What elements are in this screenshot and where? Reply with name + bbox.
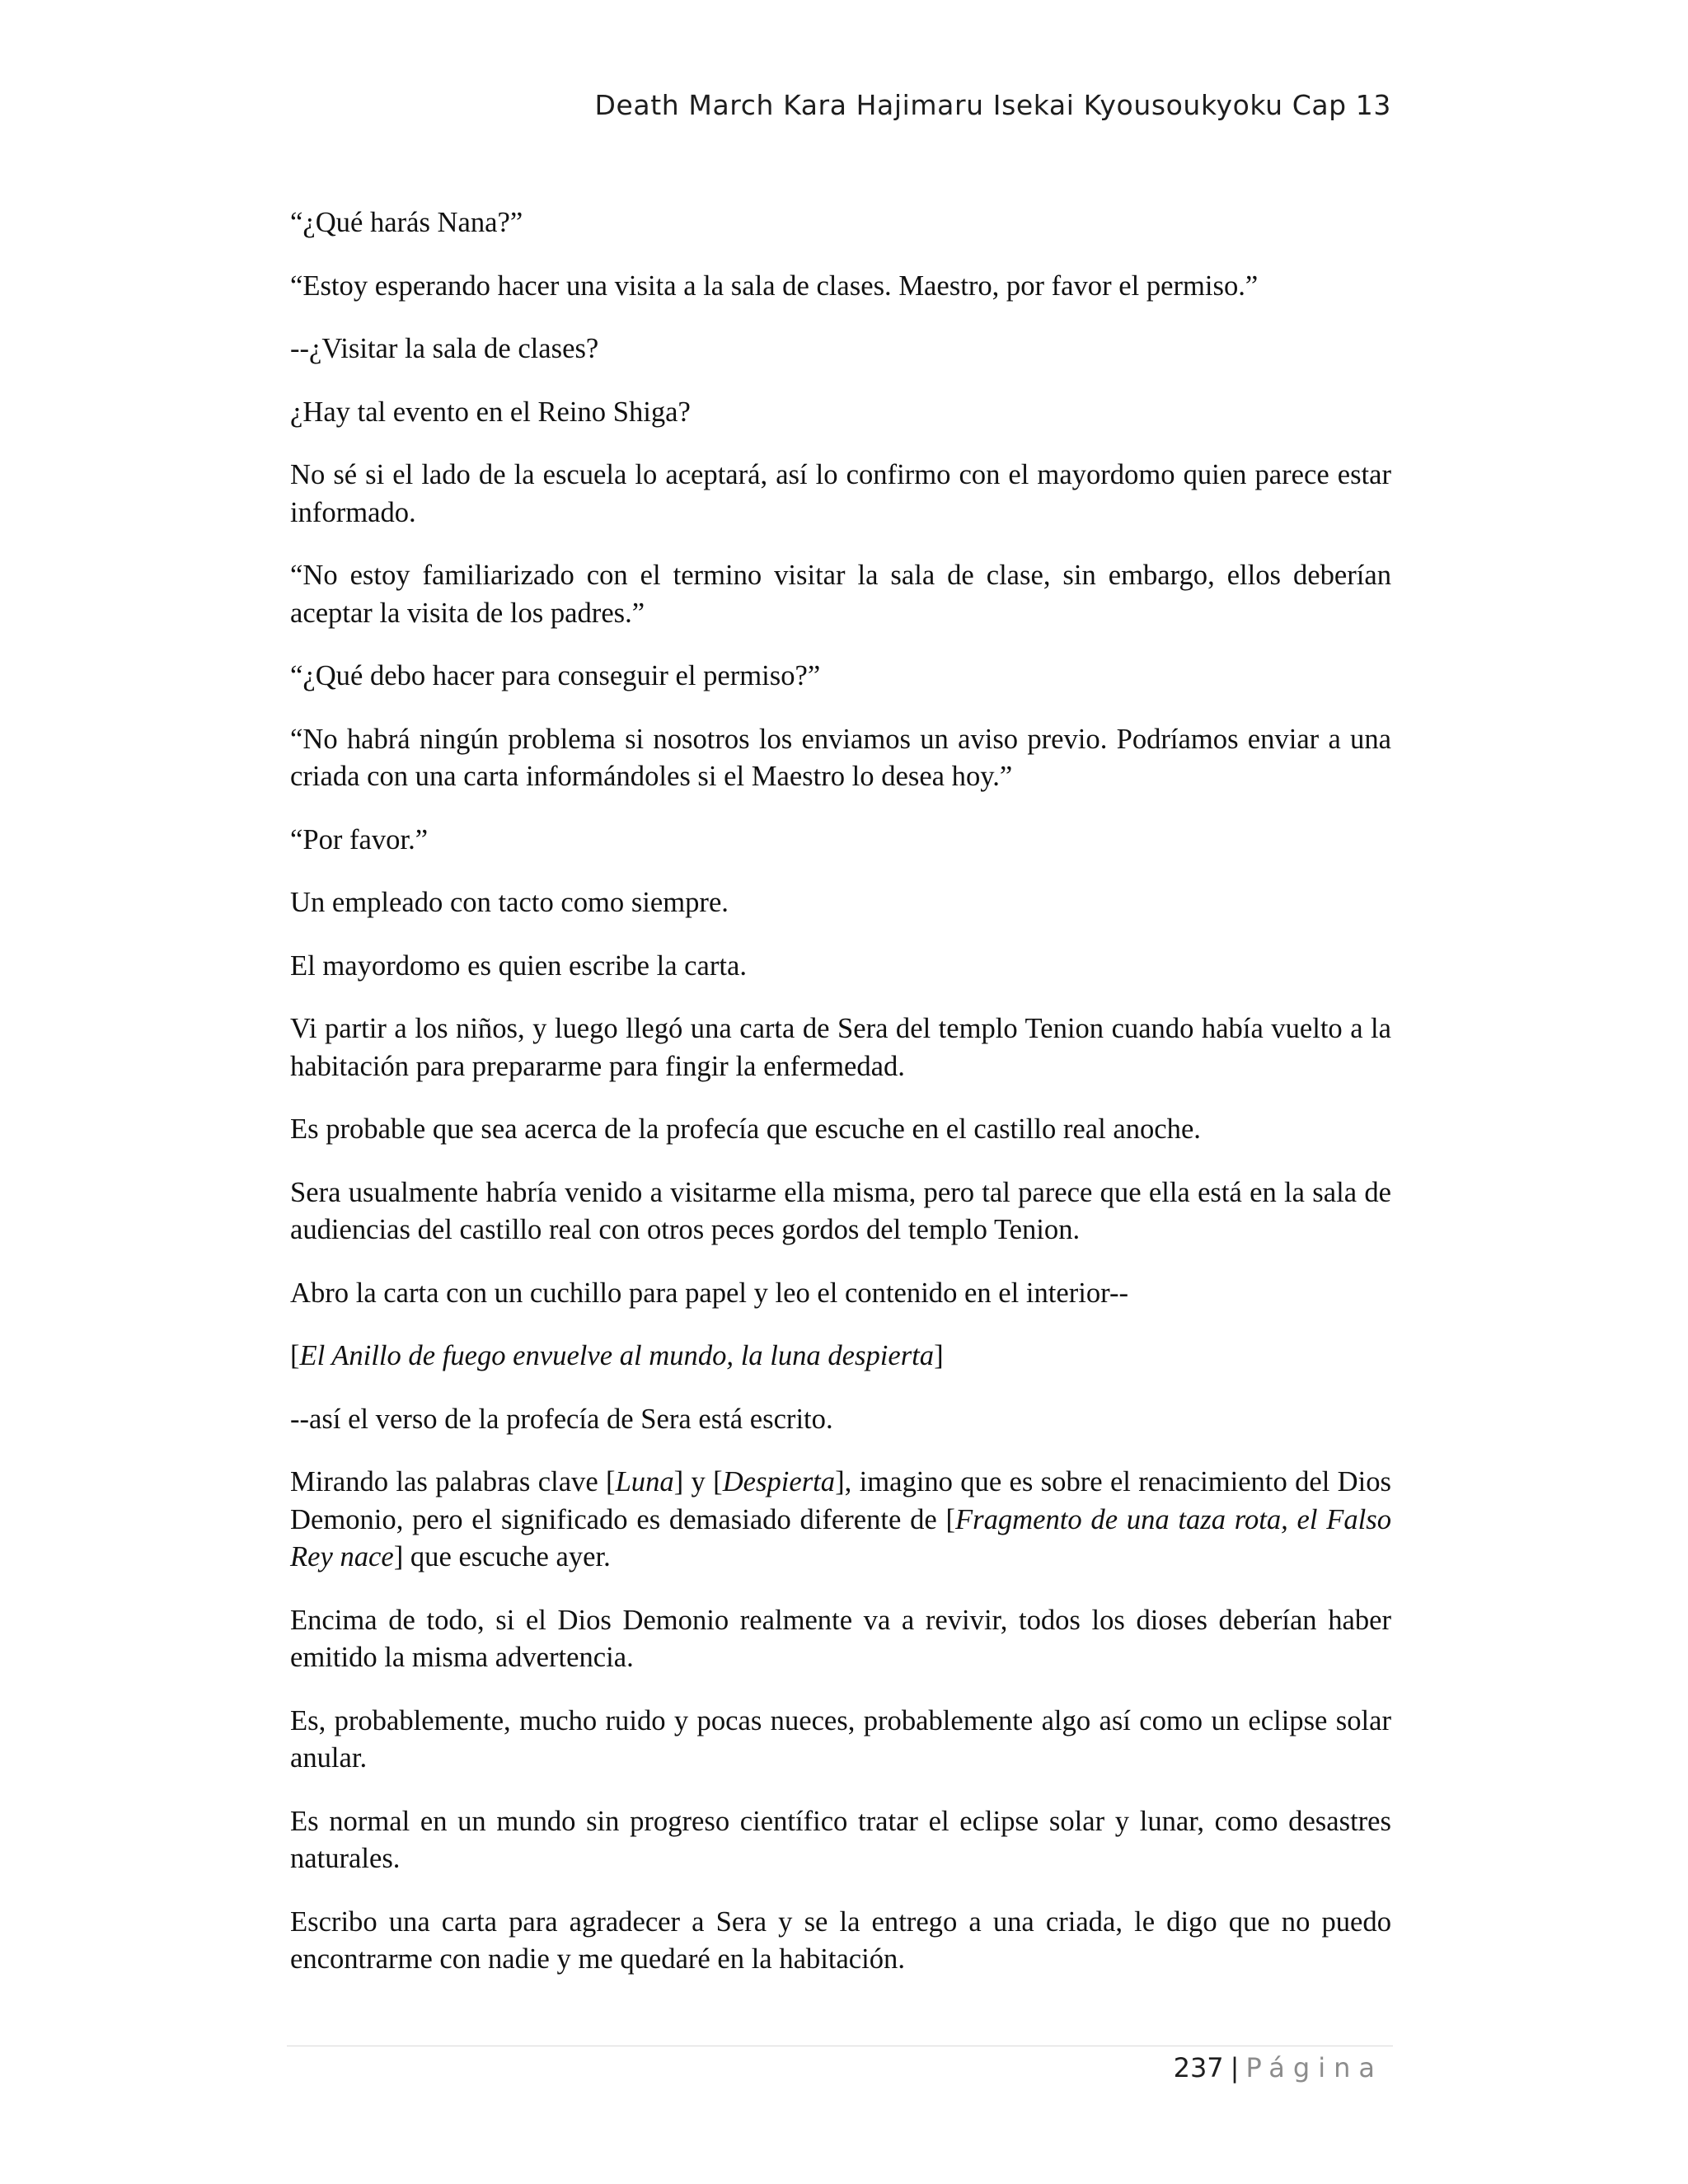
text-run: ] y [ <box>673 1466 723 1497</box>
paragraph <box>290 1010 1391 1085</box>
paragraph <box>290 721 1391 796</box>
text-run: No sé si el lado de la escuela lo aceptará, así lo confirmo con el mayordomo quien parece estar informado. <box>290 459 1391 528</box>
text-run: “¿Qué harás Nana?” <box>290 207 523 238</box>
body-text <box>290 204 1391 2004</box>
italic-text-run: Fragmento de una taza rota, el Falso Rey nace <box>290 1503 1391 1572</box>
text-run: Mirando las palabras clave [ <box>290 1466 616 1497</box>
text-run: “No estoy familiarizado con el termino visitar la sala de clase, sin embargo, ellos deberían aceptar la visita de los padres.” <box>290 560 1391 629</box>
paragraph <box>290 1111 1391 1149</box>
text-run: --así el verso de la profecía de Sera está escrito. <box>290 1403 833 1435</box>
text-run: ] <box>934 1340 944 1371</box>
paragraph <box>290 1338 1391 1376</box>
paragraph <box>290 330 1391 368</box>
text-run: ¿Hay tal evento en el Reino Shiga? <box>290 396 691 428</box>
text-run: Vi partir a los niños, y luego llegó una carta de Sera del templo Tenion cuando había vuelto a la habitación para prepararme para fingir la enfermedad. <box>290 1013 1391 1082</box>
paragraph <box>290 457 1391 532</box>
paragraph <box>290 1401 1391 1439</box>
paragraph <box>290 822 1391 860</box>
paragraph <box>290 1703 1391 1778</box>
paragraph <box>290 268 1391 306</box>
paragraph <box>290 1602 1391 1677</box>
paragraph <box>290 557 1391 632</box>
text-run: Abro la carta con un cuchillo para papel y leo el contenido en el interior-- <box>290 1277 1129 1309</box>
italic-text-run: Despierta <box>722 1466 836 1497</box>
running-header-title: Death March Kara Hajimaru Isekai Kyousoukyoku Cap 13 <box>594 89 1391 121</box>
text-run: Un empleado con tacto como siempre. <box>290 887 729 918</box>
paragraph <box>290 394 1391 432</box>
page-label: Página <box>1245 2052 1383 2083</box>
page-footer <box>290 2052 1383 2083</box>
text-run: Es normal en un mundo sin progreso científico tratar el eclipse solar y lunar, como desastres naturales. <box>290 1805 1391 1874</box>
text-run: [ <box>290 1340 300 1371</box>
paragraph <box>290 1464 1391 1577</box>
text-run: El mayordomo es quien escribe la carta. <box>290 949 747 982</box>
paragraph <box>290 1803 1391 1878</box>
text-run: ] que escuche ayer. <box>393 1541 611 1572</box>
text-run: Es, probablemente, mucho ruido y pocas nueces, probablemente algo así como un eclipse solar anular. <box>290 1704 1391 1774</box>
text-run: “No habrá ningún problema si nosotros los enviamos un aviso previo. Podríamos enviar a una criada con una carta informándoles si el Maestro lo desea hoy.” <box>290 723 1391 792</box>
paragraph <box>290 1904 1391 1979</box>
paragraph <box>290 948 1391 986</box>
text-run: Es probable que sea acerca de la profecía que escuche en el castillo real anoche. <box>290 1113 1201 1145</box>
text-run: Escribo una carta para agradecer a Sera y se la entrego a una criada, le digo que no puedo encontrarme con nadie y me quedaré en la habitación. <box>290 1905 1391 1975</box>
text-run: Sera usualmente habría venido a visitarme ella misma, pero tal parece que ella está en la sala de audiencias del castillo real con otros peces gordos del templo Tenion. <box>290 1176 1391 1245</box>
italic-text-run: El Anillo de fuego envuelve al mundo, la luna despierta <box>299 1340 935 1371</box>
paragraph <box>290 204 1391 242</box>
text-run: --¿Visitar la sala de clases? <box>290 333 599 364</box>
paragraph <box>290 1275 1391 1313</box>
paragraph <box>290 658 1391 696</box>
text-run: ], imagino que es sobre el renacimiento del Dios Demonio, pero el significado es demasiado diferente de [ <box>290 1466 1392 1535</box>
page-number: 237 <box>1173 2052 1224 2083</box>
text-run: “Estoy esperando hacer una visita a la sala de clases. Maestro, por favor el permiso.” <box>290 269 1259 302</box>
paragraph <box>290 884 1391 922</box>
text-run: “Por favor.” <box>290 823 429 855</box>
italic-text-run: Luna <box>615 1466 674 1497</box>
paragraph <box>290 1174 1391 1249</box>
page-number-separator: | <box>1230 2052 1240 2083</box>
text-run: “¿Qué debo hacer para conseguir el permiso?” <box>290 660 821 691</box>
text-run: Encima de todo, si el Dios Demonio realmente va a revivir, todos los dioses deberían haber emitido la misma advertencia. <box>290 1604 1391 1673</box>
